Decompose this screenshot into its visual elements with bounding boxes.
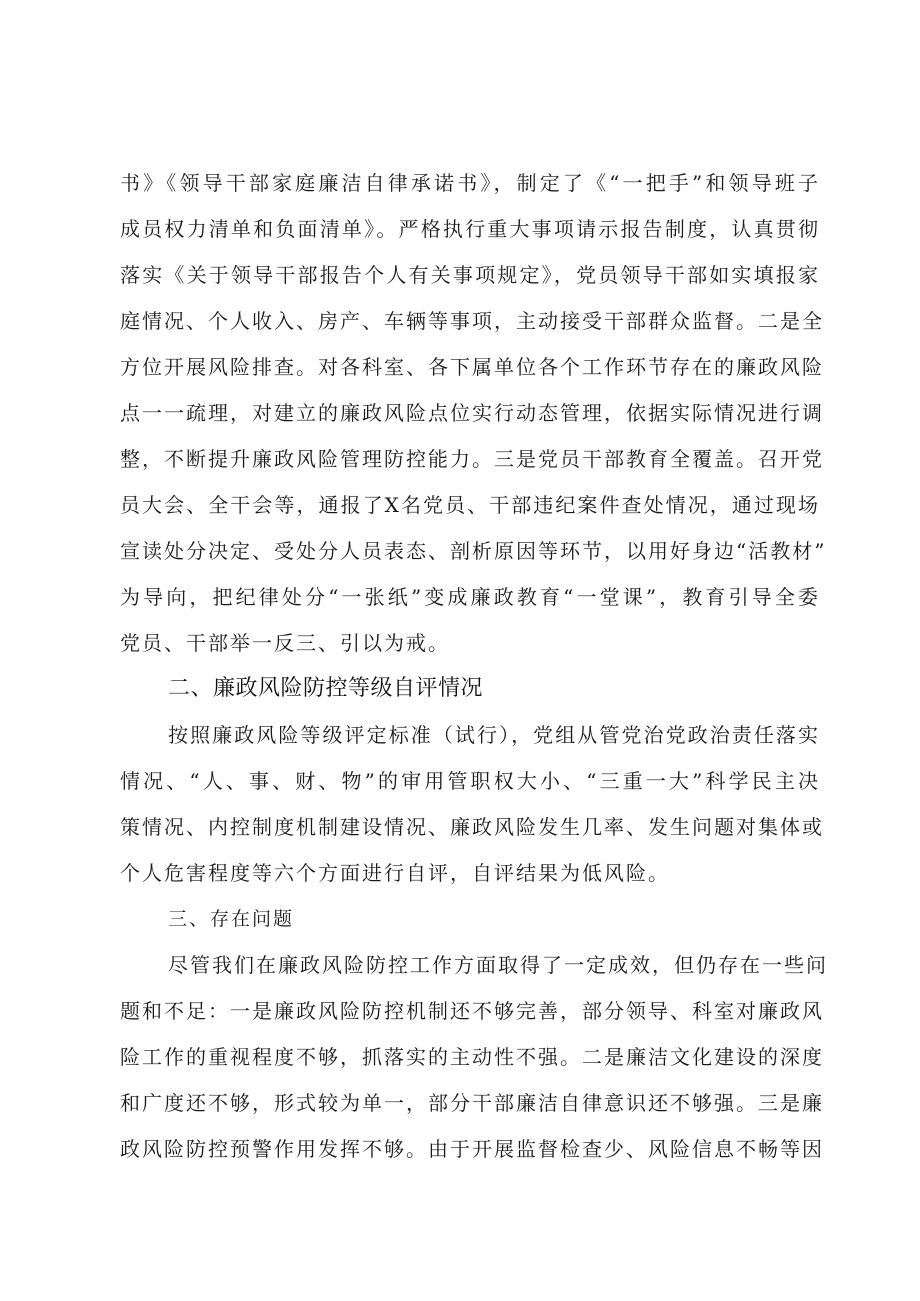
paragraph-line: 庭情况、个人收入、房产、车辆等事项，主动接受干部群众监督。二是全 (120, 309, 824, 333)
paragraph-line: 方位开展风险排查。对各科室、各下属单位各个工作环节存在的廉政风险 (120, 355, 824, 379)
paragraph-line: 为导向，把纪律处分“一张纸”变成廉政教育“一堂课”，教育引导全委 (120, 585, 820, 609)
paragraph-line: 个人危害程度等六个方面进行自评，自评结果为低风险。 (120, 861, 670, 885)
paragraph-line: 落实《关于领导干部报告个人有关事项规定》，党员领导干部如实填报家 (120, 263, 820, 287)
paragraph-line: 整，不断提升廉政风险管理防控能力。三是党员干部教育全覆盖。召开党 (120, 447, 824, 471)
section-heading: 三、存在问题 (168, 908, 295, 930)
paragraph-line: 书》《领导干部家庭廉洁自律承诺书》，制定了《“一把手”和领导班子 (120, 171, 820, 195)
paragraph-line: 题和不足：一是廉政风险防控机制还不够完善，部分领导、科室对廉政风 (120, 999, 824, 1023)
paragraph-line: 政风险防控预警作用发挥不够。由于开展监督检查少、风险信息不畅等因 (120, 1137, 824, 1161)
paragraph-line: 险工作的重视程度不够，抓落实的主动性不强。二是廉洁文化建设的深度 (120, 1045, 824, 1069)
paragraph-line: 党员、干部举一反三、引以为戒。 (120, 631, 450, 655)
paragraph-line: 按照廉政风险等级评定标准（试行），党组从管党治党政治责任落实 (168, 723, 820, 747)
paragraph-line: 成员权力清单和负面清单》。严格执行重大事项请示报告制度，认真贯彻 (120, 217, 820, 241)
paragraph-line: 策情况、内控制度机制建设情况、廉政风险发生几率、发生问题对集体或 (120, 815, 824, 839)
paragraph-line: 尽管我们在廉政风险防控工作方面取得了一定成效，但仍存在一些问 (168, 953, 828, 977)
paragraph-line: 员大会、全干会等，通报了X名党员、干部违纪案件查处情况，通过现场 (120, 493, 820, 517)
paragraph-line: 点一一疏理，对建立的廉政风险点位实行动态管理，依据实际情况进行调 (120, 401, 824, 425)
paragraph-line: 情况、“人、事、财、物”的审用管职权大小、“三重一大”科学民主决 (120, 769, 820, 793)
paragraph-line: 和广度还不够，形式较为单一，部分干部廉洁自律意识还不够强。三是廉 (120, 1091, 824, 1115)
paragraph-line: 宣读处分决定、受处分人员表态、剖析原因等环节，以用好身边“活教材” (120, 539, 827, 563)
section-heading: 二、廉政风险防控等级自评情况 (168, 676, 484, 701)
